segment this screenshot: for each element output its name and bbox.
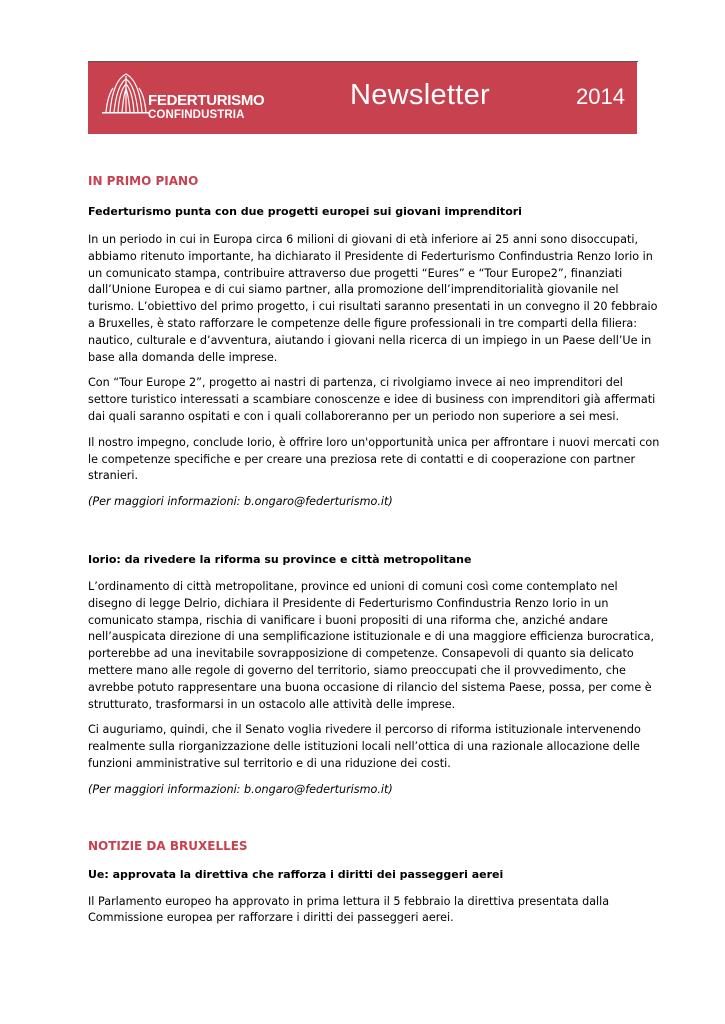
newsletter-content (88, 172, 663, 927)
article-paragraph: Con “Tour Europe 2”, progetto ai nastri di partenza, ci rivolgiamo invece ai neo imprenditori del settore turistico interessati a scambiare conoscenze e idee di business con imprenditori già affermati dai quali saranno ospitati e con i quali collaboreranno per un periodo non superiore a sei mesi. (88, 376, 656, 423)
article-title: Federturismo punta con due progetti europei sui giovani imprenditori (88, 205, 522, 218)
article-paragraph: L’ordinamento di città metropolitane, province ed unioni di comuni così come contemplato nel disegno di legge Delrio, dichiara il Presidente di Federturismo Confindustria Renzo Iorio in un comunicato stampa, rischia di vanificare i buoni propositi di una riforma che, anziché andare nell’auspicata direzione di una semplificazione istituzionale e di una maggiore efficienza burocratica, porterebbe ad una inevitabile sovrapposizione di competenze. Consapevoli di quanto sia delicato mettere mano alle regole di governo del territorio, siamo preoccupati che il provvedimento, che avrebbe potuto rappresentare una buona occasione di rilancio del sistema Paese, possa, per come è strutturato, trasformarsi in un ostacolo alle attività delle imprese. (88, 579, 655, 711)
contact-note: (Per maggiori informazioni: b.ongaro@federturismo.it) (88, 495, 393, 509)
contact-note: (Per maggiori informazioni: b.ongaro@federturismo.it) (88, 782, 393, 796)
section-heading-bruxelles: NOTIZIE DA BRUXELLES (88, 838, 248, 853)
brand-name: FEDERTURISMO (148, 92, 265, 109)
newsletter-banner (88, 62, 637, 134)
article-paragraph: Il Parlamento europeo ha approvato in prima lettura il 5 febbraio la direttiva presentata dalla Commissione europea per rafforzare i diritti dei passeggeri aerei. (88, 894, 610, 925)
article-title: Iorio: da rivedere la riforma su province e città metropolitane (88, 552, 472, 566)
article-title: Ue: approvata la direttiva che rafforza i diritti dei passeggeri aerei (88, 867, 504, 881)
brand-subname: CONFINDUSTRIA (148, 109, 245, 121)
newsletter-title: Newsletter (350, 79, 490, 111)
newsletter-year: 2014 (576, 84, 625, 109)
article-paragraph: Il nostro impegno, conclude Iorio, è offrire loro un'opportunità unica per affrontare i nuovi mercati con le competenze specifiche e per creare una preziosa rete di contatti e di cooperazione con partner stranieri. (88, 435, 660, 483)
article-paragraph: Ci auguriamo, quindi, che il Senato voglia rivedere il percorso di riforma istituzionale intervenendo realmente sulla riorganizzazione delle istituzioni locali nell’ottica di una razionale allocazione delle funzioni amministrative sul territorio e di una riduzione dei costi. (88, 723, 641, 770)
article-paragraph: In un periodo in cui in Europa circa 6 milioni di giovani di età inferiore ai 25 anni sono disoccupati, abbiamo ritenuto importante, ha dichiarato il Presidente di Federturismo Confindustria Renzo Iorio in un comunicato stampa, contribuire attraverso due progetti “Eures” e “Tour Europe2”, finanziati dall’Unione Europea e di cui siamo partner, alla promozione dell’imprenditorialità giovanile nel turismo. L’obiettivo del primo progetto, i cui risultati saranno presentati in un convegno il 20 febbraio a Bruxelles, è stato rafforzare le competenze delle figure professionali in tre comparti della filiera: nautico, culturale e d’avventura, aiutando i giovani nella ricerca di un impiego in un Paese dell’Ue in base alla domanda delle imprese. (88, 233, 658, 364)
section-heading-primo-piano: IN PRIMO PIANO (88, 174, 199, 188)
